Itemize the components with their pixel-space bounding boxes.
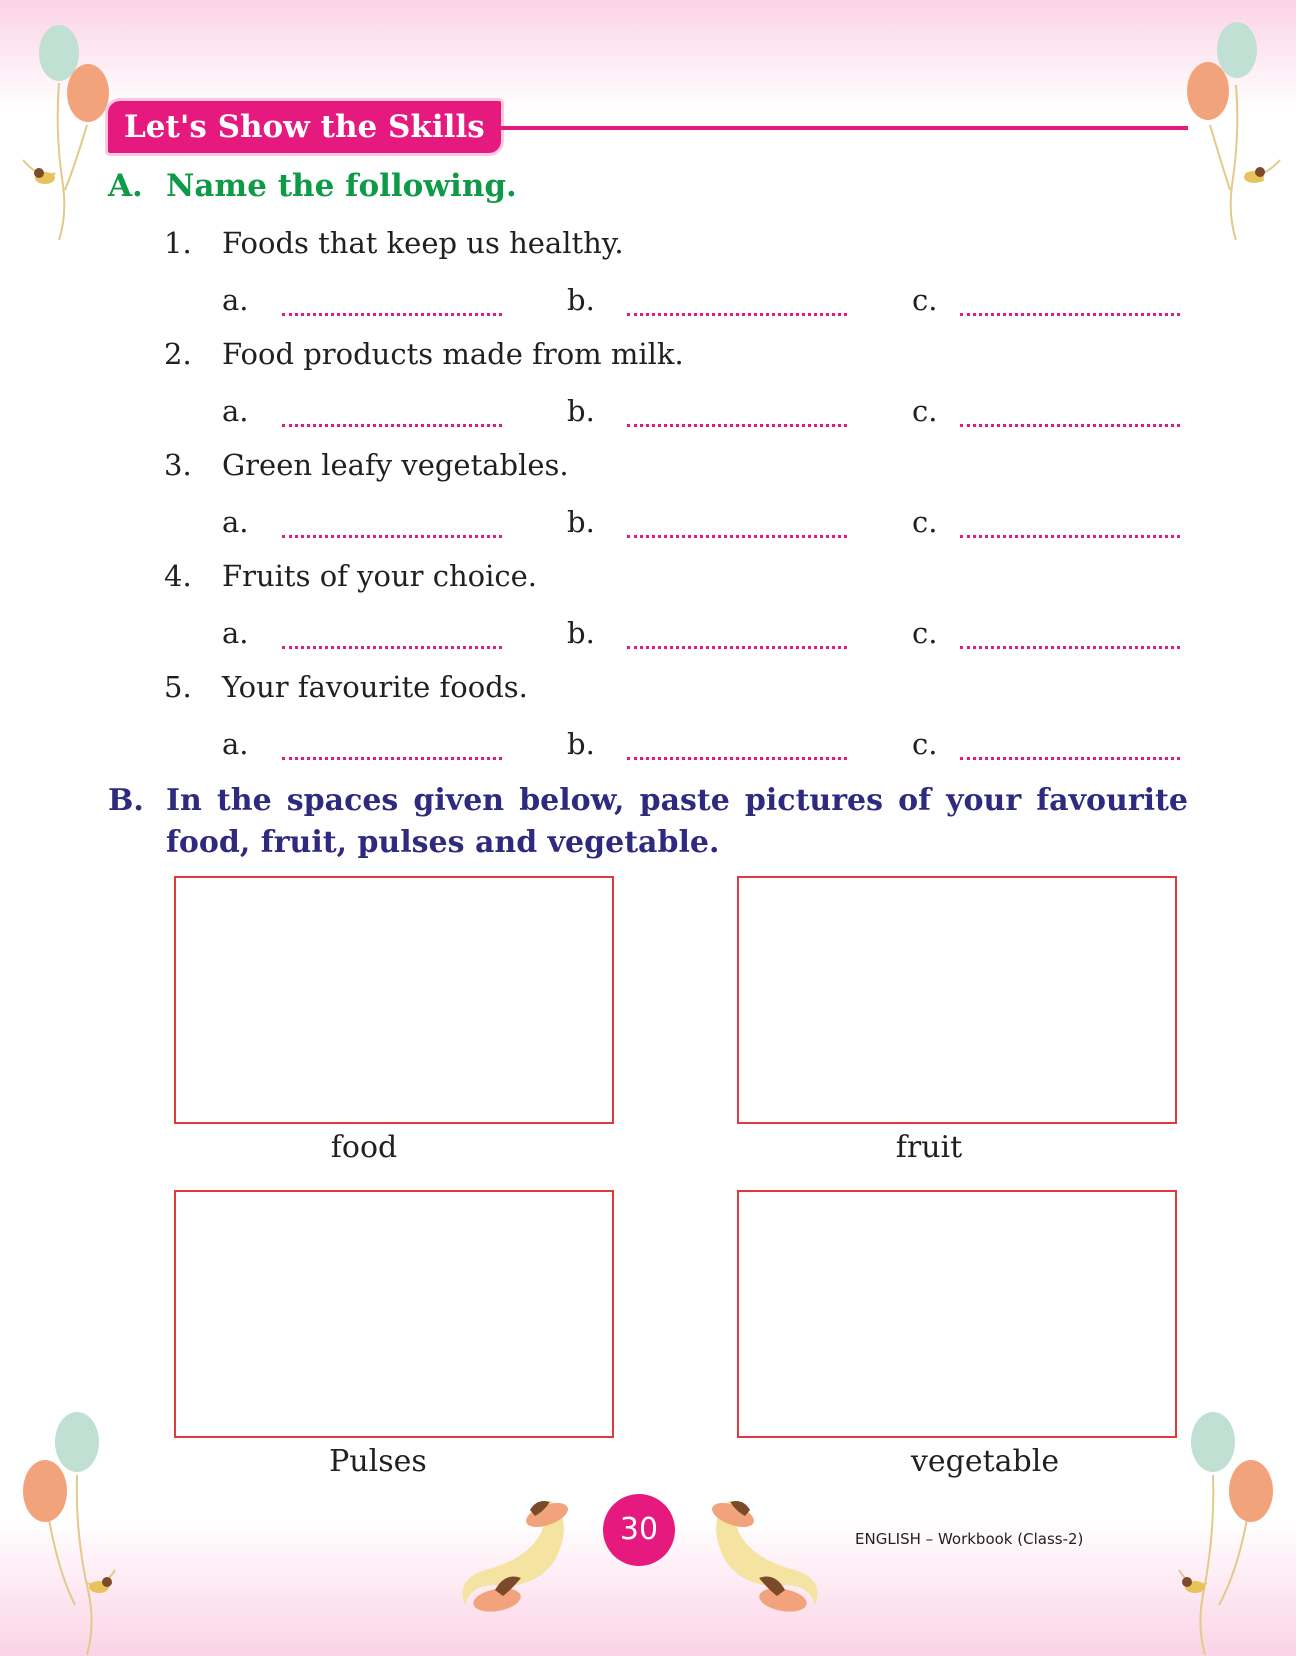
answer-row-1 bbox=[222, 283, 1182, 323]
answer-label-c: c. bbox=[912, 394, 938, 428]
answer-blank-4a[interactable] bbox=[282, 646, 502, 649]
answer-row-2 bbox=[222, 394, 1182, 434]
answer-blank-1a[interactable] bbox=[282, 313, 502, 316]
answer-label-b: b. bbox=[567, 727, 595, 761]
question-text: Foods that keep us healthy. bbox=[222, 226, 624, 260]
balloons-decoration-bottom-left bbox=[15, 1405, 125, 1656]
box-caption-food: food bbox=[330, 1130, 398, 1165]
balloons-decoration-top-right bbox=[1180, 15, 1290, 245]
question-text: Food products made from milk. bbox=[222, 337, 684, 371]
answer-blank-3a[interactable] bbox=[282, 535, 502, 538]
section-a-instruction: Name the following. bbox=[166, 168, 517, 204]
paste-box-vegetable[interactable] bbox=[737, 1190, 1177, 1438]
answer-row-5 bbox=[222, 727, 1182, 767]
banner-rule bbox=[500, 126, 1188, 130]
answer-row-4 bbox=[222, 616, 1182, 656]
answer-blank-5a[interactable] bbox=[282, 757, 502, 760]
answer-blank-3c[interactable] bbox=[960, 535, 1180, 538]
box-caption-pulses: Pulses bbox=[329, 1444, 427, 1479]
answer-label-a: a. bbox=[222, 283, 249, 317]
question-number: 5. bbox=[164, 670, 192, 704]
question-number: 2. bbox=[164, 337, 192, 371]
answer-label-a: a. bbox=[222, 727, 249, 761]
box-caption-fruit: fruit bbox=[895, 1130, 963, 1165]
answer-blank-5c[interactable] bbox=[960, 757, 1180, 760]
paste-box-food[interactable] bbox=[174, 876, 614, 1124]
paste-box-pulses[interactable] bbox=[174, 1190, 614, 1438]
question-1 bbox=[164, 226, 624, 260]
answer-label-a: a. bbox=[222, 394, 249, 428]
section-b-heading bbox=[108, 780, 1188, 864]
question-text: Your favourite foods. bbox=[222, 670, 528, 704]
answer-blank-1b[interactable] bbox=[627, 313, 847, 316]
answer-label-b: b. bbox=[567, 283, 595, 317]
question-3 bbox=[164, 448, 569, 482]
answer-label-c: c. bbox=[912, 616, 938, 650]
answer-label-c: c. bbox=[912, 283, 938, 317]
banner-title: Let's Show the Skills bbox=[124, 109, 485, 145]
answer-label-a: a. bbox=[222, 505, 249, 539]
answer-blank-5b[interactable] bbox=[627, 757, 847, 760]
answer-row-3 bbox=[222, 505, 1182, 545]
section-b-instruction: In the spaces given below, paste pictures of your favourite food, fruit, pulses and vegetable. bbox=[166, 783, 1188, 860]
answer-blank-2c[interactable] bbox=[960, 424, 1180, 427]
answer-label-b: b. bbox=[567, 394, 595, 428]
answer-label-c: c. bbox=[912, 727, 938, 761]
answer-blank-2a[interactable] bbox=[282, 424, 502, 427]
balloons-decoration-bottom-right bbox=[1175, 1405, 1285, 1656]
answer-blank-4c[interactable] bbox=[960, 646, 1180, 649]
question-text: Green leafy vegetables. bbox=[222, 448, 569, 482]
birds-ribbon-decoration-right bbox=[695, 1490, 825, 1620]
question-text: Fruits of your choice. bbox=[222, 559, 537, 593]
birds-ribbon-decoration-left bbox=[455, 1490, 585, 1620]
question-5 bbox=[164, 670, 528, 704]
answer-label-b: b. bbox=[567, 505, 595, 539]
question-number: 1. bbox=[164, 226, 192, 260]
footer-book-title: ENGLISH – Workbook (Class-2) bbox=[855, 1530, 1084, 1548]
answer-label-c: c. bbox=[912, 505, 938, 539]
section-a-heading bbox=[108, 168, 517, 204]
page-number-badge: 30 bbox=[603, 1494, 675, 1566]
answer-label-b: b. bbox=[567, 616, 595, 650]
section-banner bbox=[108, 101, 501, 153]
section-a-letter: A. bbox=[108, 168, 143, 204]
question-number: 4. bbox=[164, 559, 192, 593]
box-caption-vegetable: vegetable bbox=[910, 1444, 1060, 1479]
question-number: 3. bbox=[164, 448, 192, 482]
paste-box-fruit[interactable] bbox=[737, 876, 1177, 1124]
answer-blank-1c[interactable] bbox=[960, 313, 1180, 316]
answer-label-a: a. bbox=[222, 616, 249, 650]
question-4 bbox=[164, 559, 537, 593]
answer-blank-4b[interactable] bbox=[627, 646, 847, 649]
answer-blank-2b[interactable] bbox=[627, 424, 847, 427]
section-b-letter: B. bbox=[108, 783, 144, 818]
answer-blank-3b[interactable] bbox=[627, 535, 847, 538]
question-2 bbox=[164, 337, 684, 371]
